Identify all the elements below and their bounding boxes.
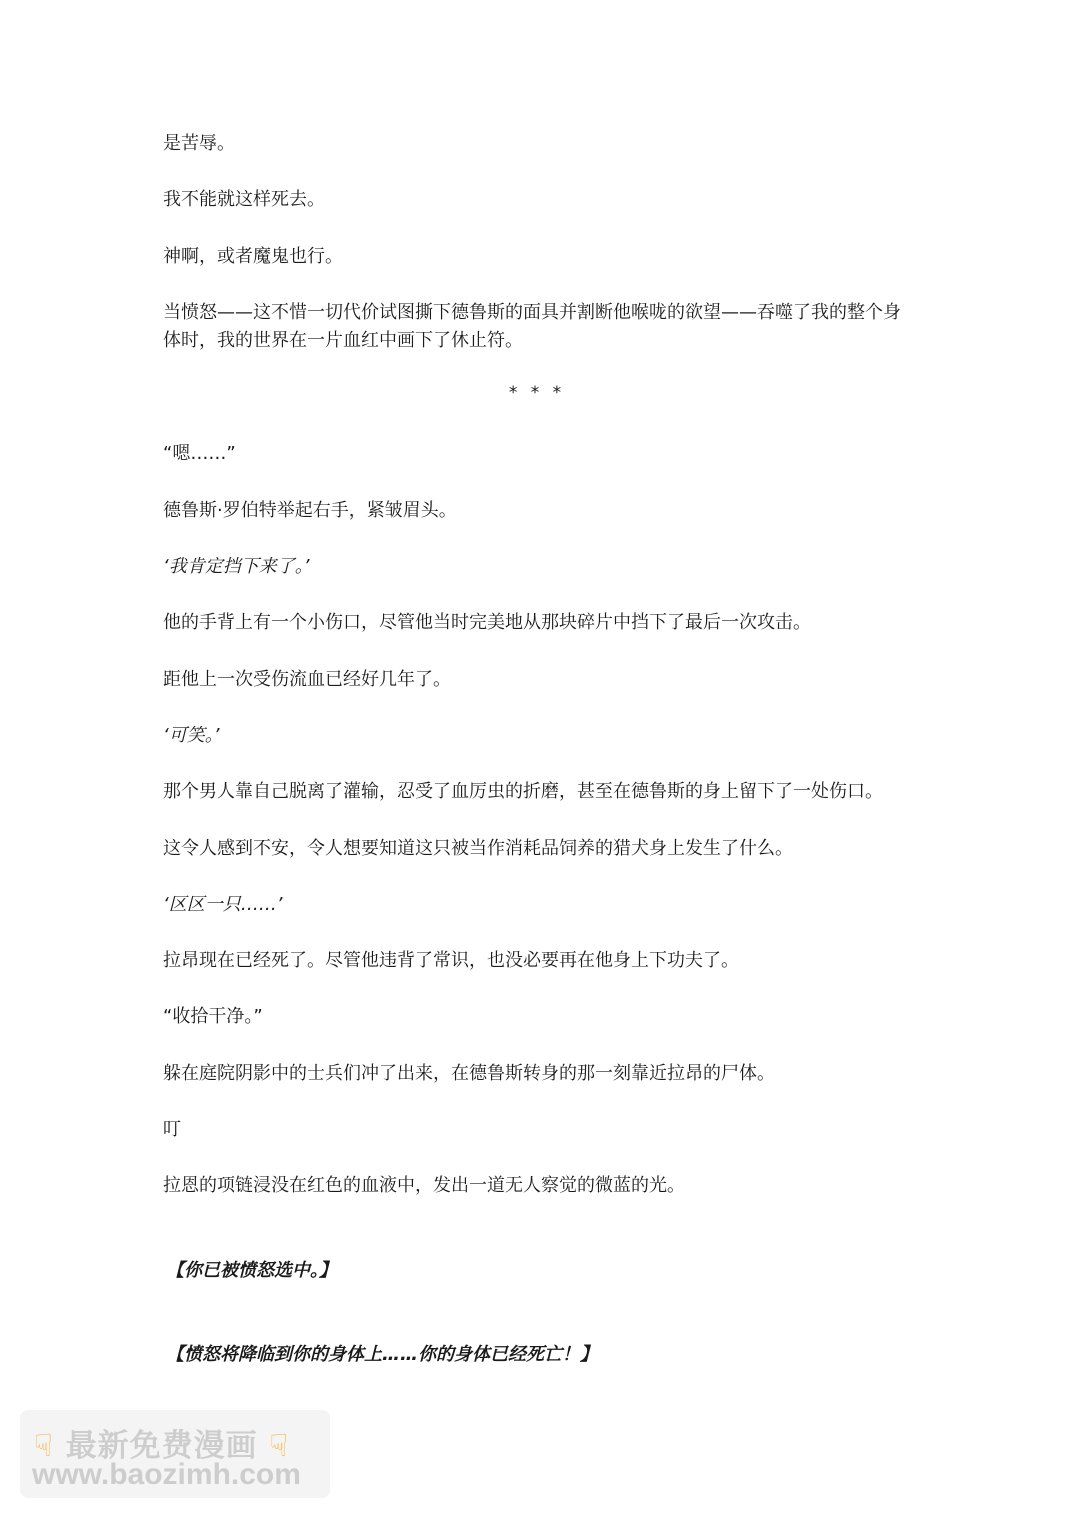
system-message-1: 【你已被愤怒选中。】 [166,1260,337,1281]
scene-separator: * * * [508,383,566,403]
pointing-down-hand-icon: ☟ [269,1428,290,1464]
paragraph-3: 神啊，或者魔鬼也行。 [163,246,343,267]
site-watermark [20,1410,330,1498]
thought-3: ‘区区一只……’ [163,894,283,915]
paragraph-15: 拉恩的项链浸没在红色的血液中，发出一道无人察觉的微蓝的光。 [163,1175,685,1196]
paragraph-1: 是苦辱。 [163,133,235,154]
pointing-down-hand-icon: ☟ [34,1428,54,1464]
paragraph-13: 躲在庭院阴影中的士兵们冲了出来，在德鲁斯转身的那一刻靠近拉昂的尸体。 [163,1063,775,1084]
watermark-url: www.baozimh.com [32,1458,301,1491]
paragraph-2: 我不能就这样死去。 [163,189,325,210]
watermark-title: 最新免费漫画 [65,1428,258,1464]
paragraph-12: “收拾干净。” [163,1006,263,1027]
paragraph-10: 这令人感到不安，令人想要知道这只被当作消耗品饲养的猎犬身上发生了什么。 [163,838,793,859]
paragraph-9: 那个男人靠自己脱离了灌输，忍受了血厉虫的折磨，甚至在德鲁斯的身上留下了一处伤口。 [163,781,883,802]
paragraph-11: 拉昂现在已经死了。尽管他违背了常识，也没必要再在他身上下功夫了。 [163,950,739,971]
paragraph-5: “嗯……” [163,443,236,464]
paragraph-4: 当愤怒——这不惜一切代价试图撕下德鲁斯的面具并割断他喉咙的欲望——吞噬了我的整个身体时，我的世界在一片血红中画下了休止符。 [163,302,901,351]
paragraph-7: 他的手背上有一个小伤口，尽管他当时完美地从那块碎片中挡下了最后一次攻击。 [163,612,811,633]
paragraph-6: 德鲁斯·罗伯特举起右手，紧皱眉头。 [163,500,457,521]
paragraph-14: 叮 [163,1119,181,1140]
system-message-2: 【愤怒将降临到你的身体上……你的身体已经死亡！】 [166,1344,598,1365]
thought-2: ‘可笑。’ [163,725,220,746]
paragraph-8: 距他上一次受伤流血已经好几年了。 [163,669,451,690]
thought-1: ‘我肯定挡下来了。’ [163,556,310,577]
